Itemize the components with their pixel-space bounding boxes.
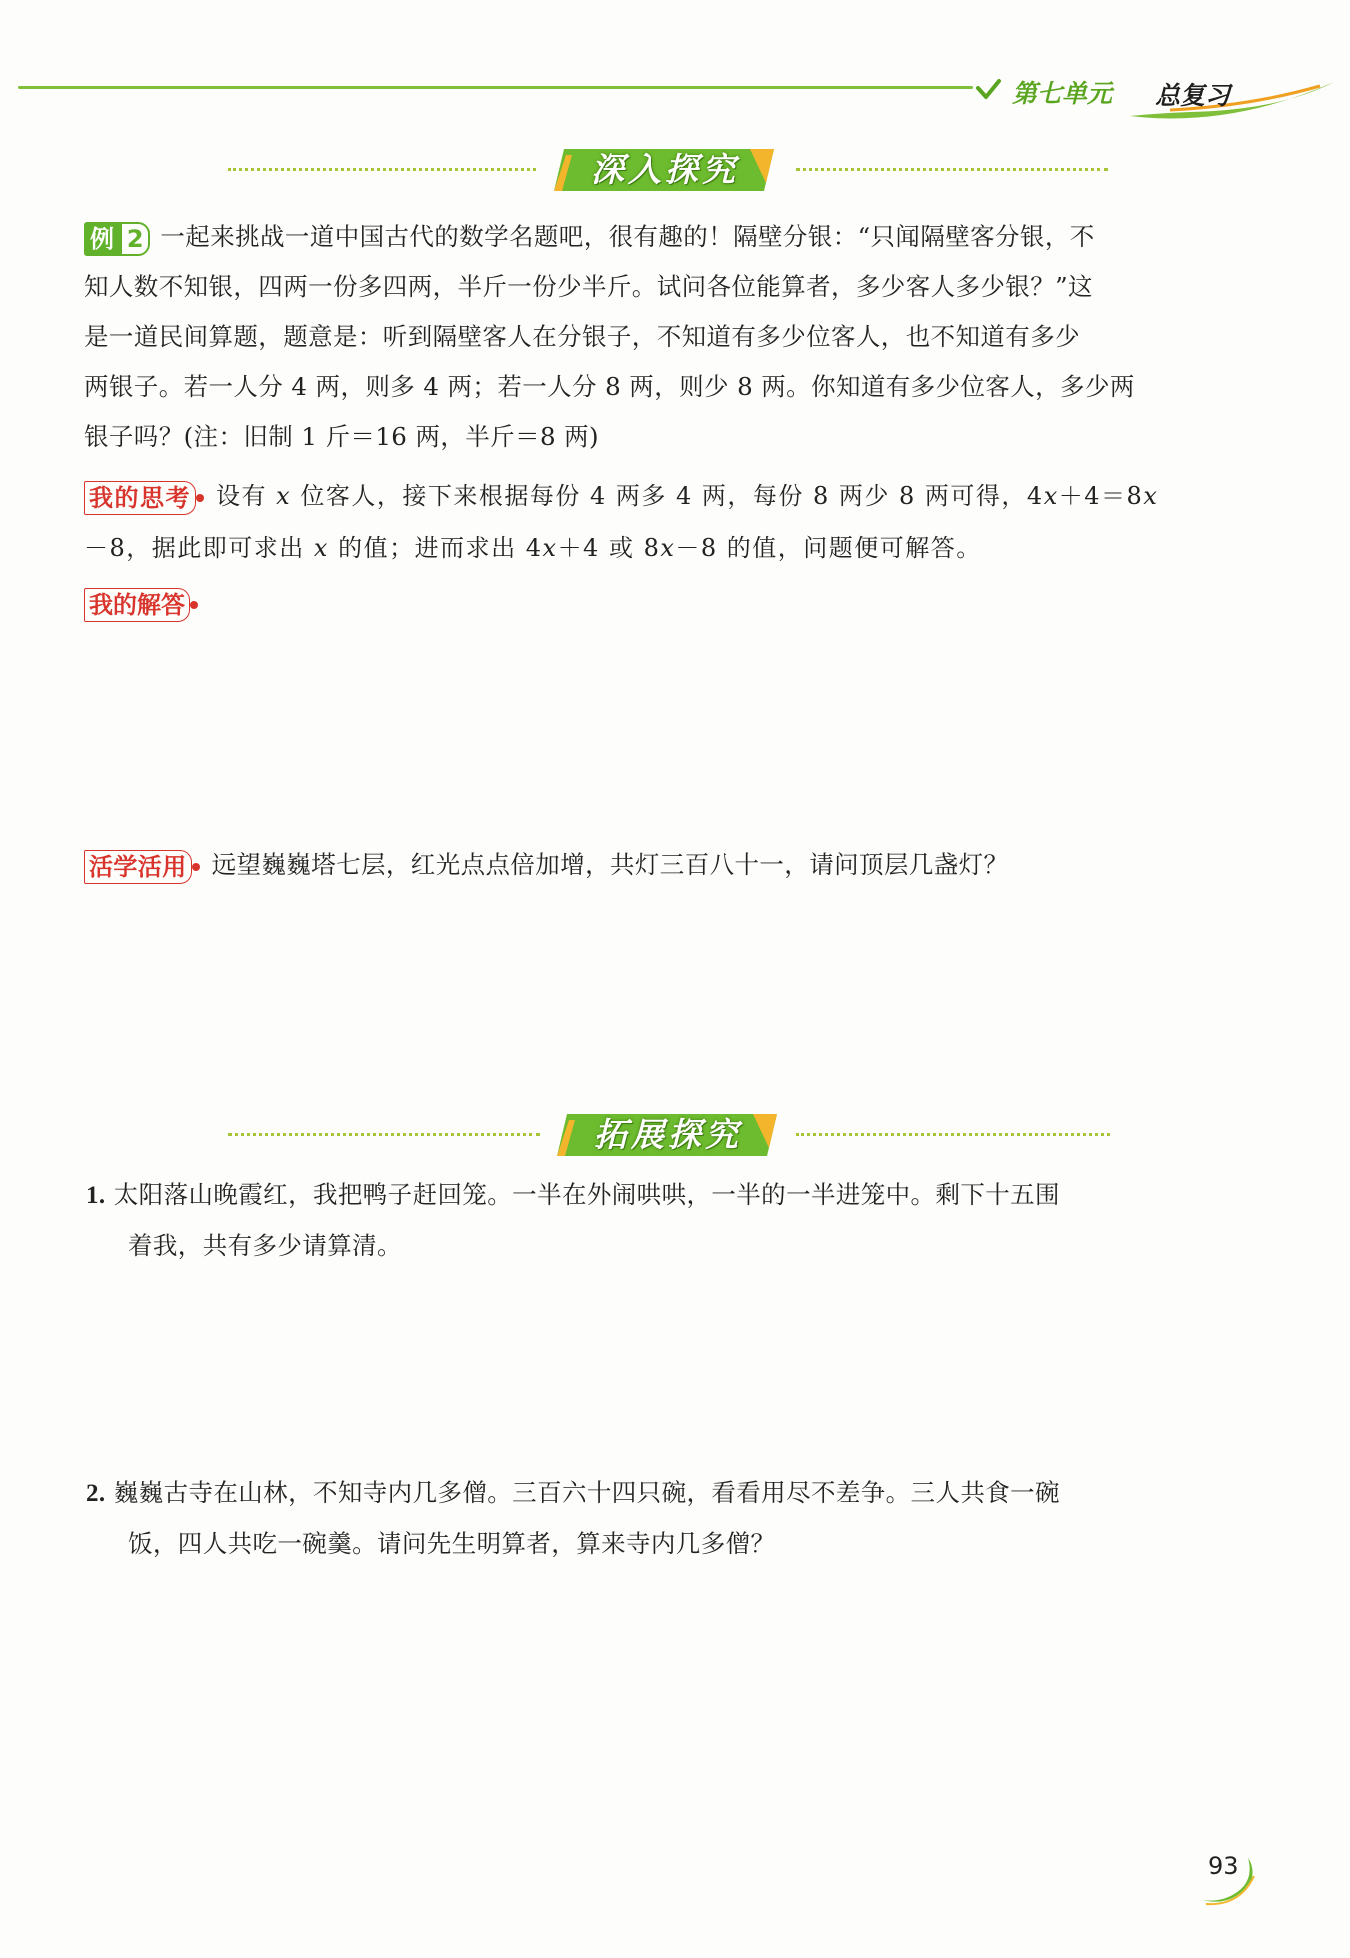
banner-dots-left: [228, 168, 536, 171]
thinking-text: －8 的值，问题便可解答。: [675, 534, 982, 562]
example-problem: [84, 212, 1135, 462]
extend-banner-title: 拓展探究: [594, 1115, 742, 1154]
banner-dots-right: [796, 168, 1108, 171]
thinking-text: ＋4 或 8: [557, 534, 661, 562]
thinking-text: 设有: [216, 482, 267, 510]
practice-block: [84, 840, 1008, 890]
question-number: 2.: [86, 1480, 106, 1507]
unit-title: 第七单元: [1012, 79, 1113, 108]
header-rule: [18, 86, 973, 89]
banner-dots-left: [228, 1133, 540, 1136]
variable-x: x: [1043, 482, 1059, 510]
example-text-1: 一起来挑战一道中国古代的数学名题吧，很有趣的！隔壁分银：“只闻隔壁客分银，不: [160, 222, 1095, 251]
example-line-4: 两银子。若一人分 4 两，则多 4 两；若一人分 8 两，则少 8 两。你知道有多少位客人，多少两: [84, 372, 1135, 401]
example-badge: [84, 222, 150, 256]
answer-tag: 我的解答: [84, 588, 190, 622]
variable-x: x: [542, 534, 558, 562]
example-line-2: 知人数不知银，四两一份多四两，半斤一份少半斤。试问各位能算者，多少客人多少银？”这: [84, 272, 1093, 301]
question-text: 太阳落山晚霞红，我把鸭子赶回笼。一半在外闹哄哄，一半的一半进笼中。剩下十五围: [113, 1180, 1060, 1209]
page-number: 93: [1208, 1852, 1239, 1880]
thinking-line-1: [84, 470, 1158, 522]
banner-dots-right: [796, 1133, 1110, 1136]
thinking-text: －8，据此即可求出: [84, 534, 305, 562]
example-number: 2: [120, 222, 150, 256]
example-line-5: 银子吗？(注：旧制 1 斤＝16 两，半斤＝8 两): [84, 422, 600, 451]
thinking-block: [84, 470, 1158, 574]
question-text: 着我，共有多少请算清。: [128, 1231, 402, 1260]
question-2-line-1: [86, 1468, 1060, 1519]
variable-x: x: [276, 482, 292, 510]
question-text: 巍巍古寺在山林，不知寺内几多僧。三百六十四只碗，看看用尽不差争。三人共食一碗: [113, 1478, 1060, 1507]
question-1: [86, 1170, 1060, 1271]
thinking-line-2: [84, 522, 1158, 574]
example-line-3: 是一道民间算题，题意是：听到隔壁客人在分银子，不知道有多少位客人，也不知道有多少: [84, 322, 1080, 351]
question-2-line-2: [86, 1519, 1060, 1569]
question-1-line-1: [86, 1170, 1060, 1221]
thinking-tag: 我的思考: [84, 481, 196, 515]
practice-text: 远望巍巍塔七层，红光点点倍加增，共灯三百八十一，请问顶层几盏灯？: [211, 850, 1009, 879]
variable-x: x: [313, 534, 329, 562]
question-1-line-2: [86, 1221, 1060, 1271]
variable-x: x: [1143, 482, 1159, 510]
example-label: 例: [84, 222, 120, 256]
question-2: [86, 1468, 1060, 1569]
thinking-text: 的值；进而求出 4: [338, 534, 543, 562]
example-line-1: [84, 212, 1135, 262]
question-number: 1.: [86, 1182, 106, 1209]
check-icon: [975, 78, 1001, 102]
answer-block: [84, 588, 210, 622]
section-review-title: 总复习: [1155, 81, 1231, 110]
question-text: 饭，四人共吃一碗羹。请问先生明算者，算来寺内几多僧？: [128, 1529, 776, 1558]
practice-line: [84, 840, 1008, 890]
thinking-text: ＋4＝8: [1058, 482, 1144, 510]
variable-x: x: [660, 534, 676, 562]
thinking-text: 位客人，接下来根据每份 4 两多 4 两，每份 8 两少 8 两可得，4: [300, 482, 1044, 510]
practice-tag: 活学活用: [84, 850, 192, 884]
explore-banner-title: 深入探究: [591, 150, 739, 189]
